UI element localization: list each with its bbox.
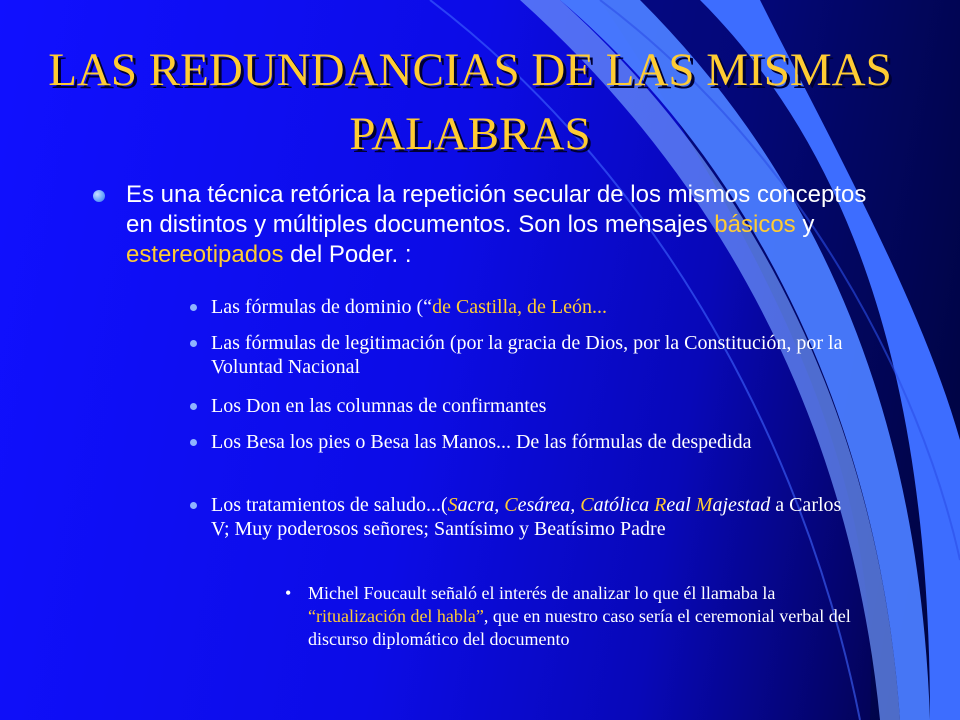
initial-s: S — [447, 494, 458, 516]
quote-item — [285, 582, 855, 651]
bullet-icon — [190, 403, 197, 410]
item-text-post: a Carlos V; Muy poderosos señores; Santísimo y Beatísimo Padre — [211, 494, 842, 540]
initial-r: R — [654, 494, 667, 516]
intro-text-2: del Poder. : — [283, 241, 412, 268]
intro-paragraph — [126, 180, 886, 270]
quote-highlight: “ritualización del habla” — [308, 606, 484, 626]
text-ajestad: ajestad — [712, 494, 771, 516]
item-text: Las fórmulas de legitimación (por la gracia de Dios, por la Constitución, por la Voluntad Nacional — [211, 332, 843, 378]
bullet-icon — [190, 304, 197, 311]
intro-y: y — [795, 211, 815, 238]
bullet-icon — [190, 502, 197, 509]
quote-text: Michel Foucault señaló el interés de analizar lo que él llamaba la — [308, 583, 776, 603]
quote-text-post: , que en nuestro caso sería el ceremonial verbal del discurso diplomático del documento — [308, 606, 851, 649]
text-esarea: esárea, — [517, 494, 581, 516]
list-item — [190, 430, 850, 454]
text-eal: eal — [666, 494, 691, 516]
slide-title: LAS REDUNDANCIAS DE LAS MISMAS PALABRAS — [48, 44, 892, 160]
list-item — [190, 394, 850, 418]
text-acra: acra, — [457, 494, 505, 516]
list-item — [190, 493, 850, 541]
bullet-icon: • — [285, 583, 292, 603]
bullet-icon — [190, 340, 197, 347]
initial-m: M — [695, 494, 713, 516]
intro-basicos: básicos — [714, 211, 796, 238]
text-atolica: atólica — [593, 494, 655, 516]
list-item — [190, 331, 850, 379]
initial-c: C — [504, 494, 518, 516]
item-text: Los Besa los pies o Besa las Manos... De las fórmulas de despedida — [211, 431, 752, 453]
initial-c: C — [580, 494, 594, 516]
item-text: Las fórmulas de dominio (“ — [211, 296, 433, 318]
item-text: Los Don en las columnas de confirmantes — [211, 395, 547, 417]
list-item — [190, 295, 850, 319]
item-highlight: de Castilla, de León... — [432, 296, 608, 318]
intro-text-1: Es una técnica retórica la repetición secular de los mismos conceptos en distintos y múltiples documentos. Son los mensajes — [126, 181, 867, 238]
intro-estereotipados: estereotipados — [126, 241, 284, 268]
bullet-icon — [93, 190, 105, 202]
bullet-icon — [190, 439, 197, 446]
item-text: Los tratamientos de saludo...( — [211, 494, 448, 516]
